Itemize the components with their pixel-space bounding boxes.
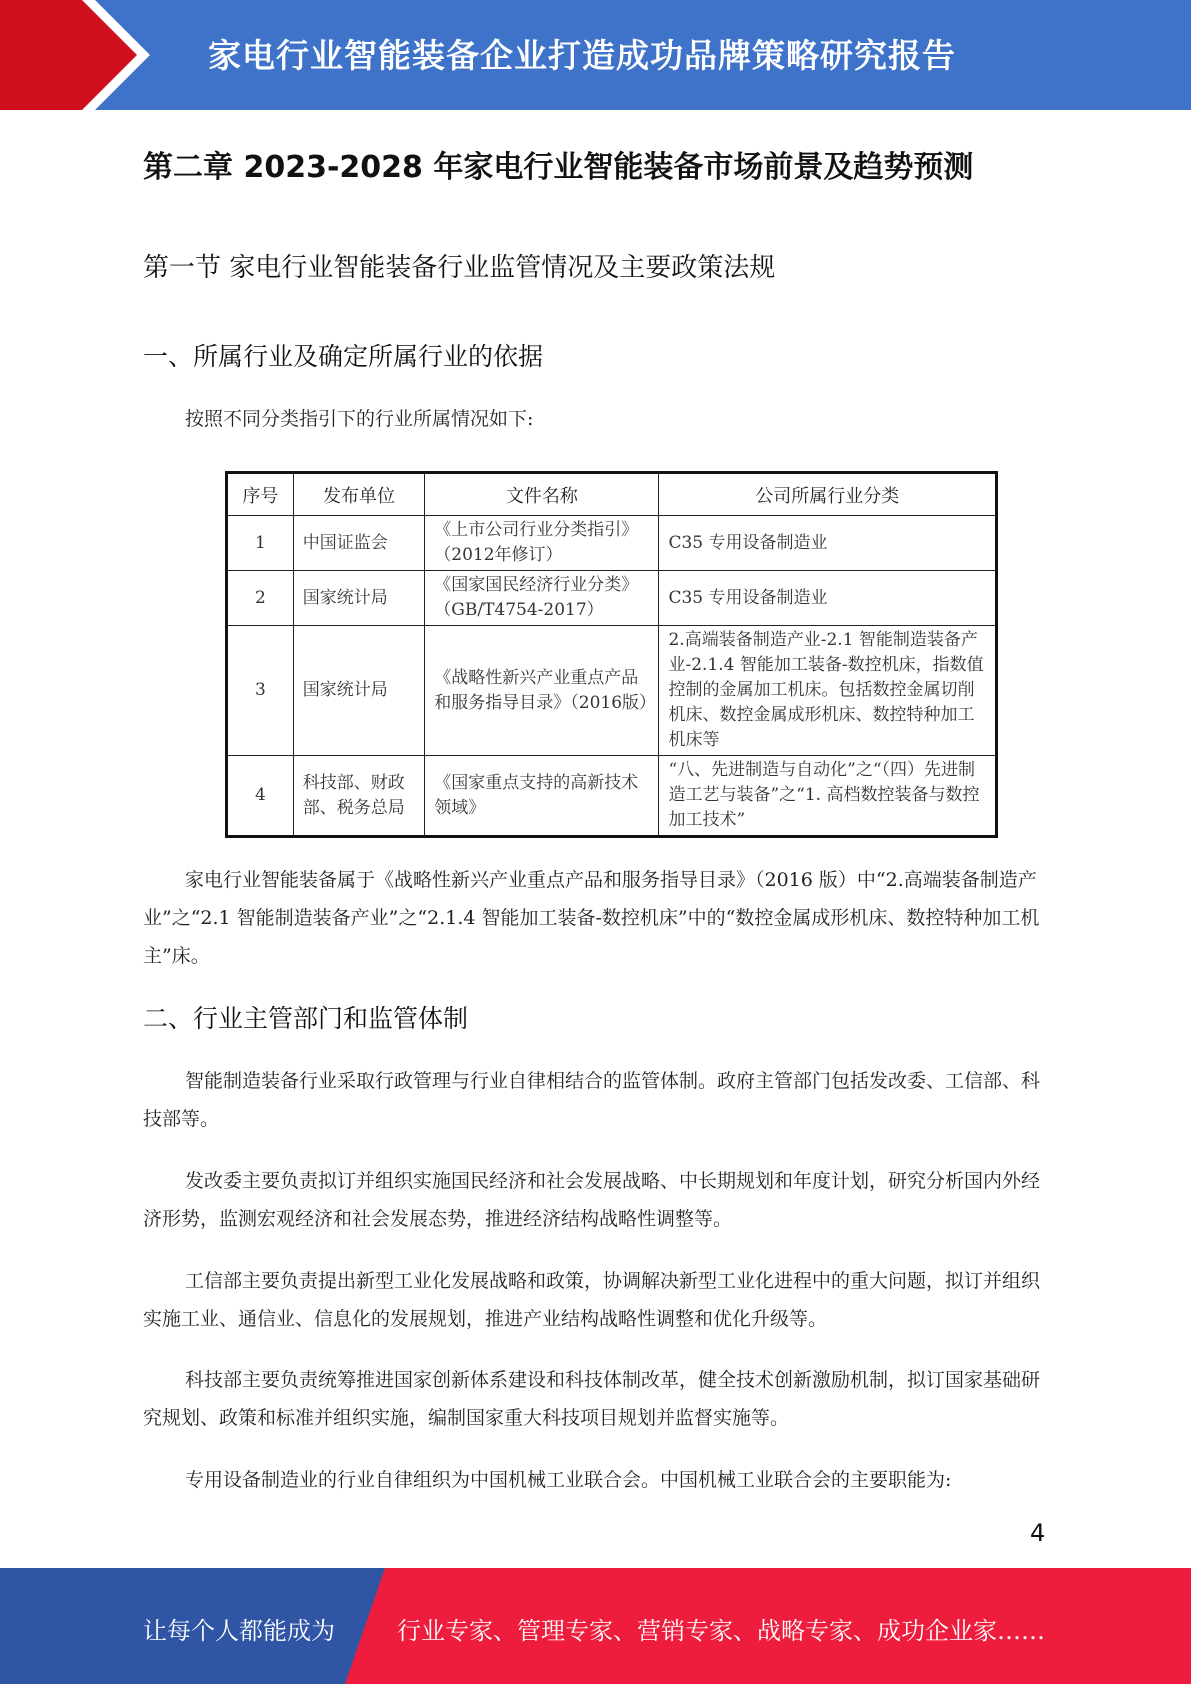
table-cell-classification: 2.高端装备制造产业-2.1 智能制造装备产业-2.1.4 智能加工装备-数控机床，指数值控制的金属加工机床。包括数控金属切削机床、数控金属成形机床、数控特种加工机床等 xyxy=(659,626,997,756)
footer-slogan-left: 让每个人都能成为 xyxy=(143,1617,335,1645)
footer-slogan-right: 行业专家、管理专家、营销专家、战略专家、成功企业家…… xyxy=(397,1617,1045,1645)
table-header-cell: 序号 xyxy=(227,473,294,516)
header-banner xyxy=(0,0,1191,110)
table-cell-index: 1 xyxy=(227,516,294,571)
intro-text: 按照不同分类指引下的行业所属情况如下: xyxy=(185,408,534,430)
table-cell-index: 3 xyxy=(227,626,294,756)
table-cell-document: 《上市公司行业分类指引》（2012年修订） xyxy=(425,516,659,571)
table-cell-classification: C35 专用设备制造业 xyxy=(659,571,997,626)
table-row xyxy=(227,626,997,756)
industry-classification-table xyxy=(225,471,998,838)
table-header-cell: 公司所属行业分类 xyxy=(659,473,997,516)
table-cell-publisher: 国家统计局 xyxy=(293,571,424,626)
section-title: 第一节 家电行业智能装备行业监管情况及主要政策法规 xyxy=(143,253,776,283)
table-row xyxy=(227,516,997,571)
report-title: 家电行业智能装备企业打造成功品牌策略研究报告 xyxy=(208,36,956,75)
table-cell-document: 《战略性新兴产业重点产品和服务指导目录》（2016版） xyxy=(425,626,659,756)
footer-banner xyxy=(0,1568,1191,1684)
page-number: 4 xyxy=(1030,1519,1046,1547)
paragraph-most: 科技部主要负责统筹推进国家创新体系建设和科技体制改革，健全技术创新激励机制，拟订国家基础研究规划、政策和标准并组织实施，编制国家重大科技项目规划并监督实施等。 xyxy=(143,1369,1041,1429)
subsection-title-1: 一、所属行业及确定所属行业的依据 xyxy=(143,342,544,371)
table-cell-publisher: 科技部、财政部、税务总局 xyxy=(293,756,424,837)
table-row xyxy=(227,571,997,626)
paragraph-regulatory-system: 智能制造装备行业采取行政管理与行业自律相结合的监管体制。政府主管部门包括发改委、工信部、科技部等。 xyxy=(143,1070,1041,1130)
table-cell-document: 《国家重点支持的高新技术领域》 xyxy=(425,756,659,837)
table-cell-publisher: 中国证监会 xyxy=(293,516,424,571)
table-cell-classification: C35 专用设备制造业 xyxy=(659,516,997,571)
table-cell-document: 《国家国民经济行业分类》（GB/T4754-2017） xyxy=(425,571,659,626)
table-row xyxy=(227,756,997,837)
paragraph-miit: 工信部主要负责提出新型工业化发展战略和政策，协调解决新型工业化进程中的重大问题，拟订并组织实施工业、通信业、信息化的发展规划，推进产业结构战略性调整和优化升级等。 xyxy=(143,1270,1041,1330)
paragraph-ndrc: 发改委主要负责拟订并组织实施国民经济和社会发展战略、中长期规划和年度计划，研究分析国内外经济形势，监测宏观经济和社会发展态势，推进经济结构战略性调整等。 xyxy=(143,1170,1041,1230)
table-cell-publisher: 国家统计局 xyxy=(293,626,424,756)
table-header-cell: 发布单位 xyxy=(293,473,424,516)
paragraph-self-regulatory: 专用设备制造业的行业自律组织为中国机械工业联合会。中国机械工业联合会的主要职能为: xyxy=(185,1469,952,1491)
table-cell-classification: “八、先进制造与自动化”之“（四）先进制造工艺与装备”之“1. 高档数控装备与数控加工技术” xyxy=(659,756,997,837)
table-cell-index: 2 xyxy=(227,571,294,626)
chapter-title: 第二章 2023-2028 年家电行业智能装备市场前景及趋势预测 xyxy=(143,150,974,185)
subsection-title-2: 二、行业主管部门和监管体制 xyxy=(143,1004,469,1033)
paragraph-classification: 家电行业智能装备属于《战略性新兴产业重点产品和服务指导目录》（2016 版）中“2.高端装备制造产业”之“2.1 智能制造装备产业”之“2.1.4 智能加工装备-数控机床”中的“数控金属成形机床、数控特种加工机主”床。 xyxy=(143,869,1040,967)
table-cell-index: 4 xyxy=(227,756,294,837)
table-header-row xyxy=(227,473,997,516)
header-arrow-graphic xyxy=(0,0,160,110)
table-header-cell: 文件名称 xyxy=(425,473,659,516)
